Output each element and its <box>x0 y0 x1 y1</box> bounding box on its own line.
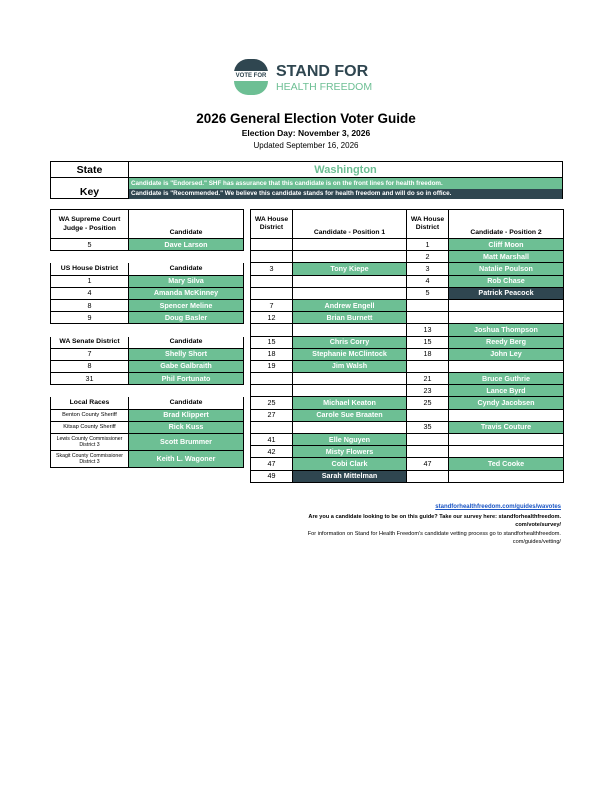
candidate-cell: Rick Kuss <box>129 421 244 433</box>
candidate-cell: Dave Larson <box>129 239 244 251</box>
district-cell: 31 <box>51 373 129 385</box>
candidate-cell <box>449 446 564 458</box>
candidate-cell: Cliff Moon <box>449 239 564 251</box>
candidate-cell <box>449 409 564 421</box>
candidate-cell: Cyndy Jacobsen <box>449 397 564 409</box>
candidate-cell <box>293 373 407 385</box>
district-cell: 21 <box>407 373 449 385</box>
candidate-cell: Scott Brummer <box>129 434 244 451</box>
district-cell: 13 <box>407 324 449 336</box>
district-cell: 41 <box>251 434 293 446</box>
key-endorsed: Candidate is "Endorsed." SHF has assurance that this candidate is on the front lines for health freedom. <box>129 178 562 189</box>
local-header: Local Races <box>51 397 129 409</box>
candidate-cell: Brian Burnett <box>293 312 407 324</box>
house-row <box>251 299 564 311</box>
district-cell <box>251 385 293 397</box>
candidate-cell <box>293 239 407 251</box>
candidate-cell: Rob Chase <box>449 275 564 287</box>
district-cell <box>407 446 449 458</box>
district-cell <box>251 324 293 336</box>
position-cell: 5 <box>51 239 129 251</box>
district-cell <box>407 360 449 372</box>
house-row <box>251 470 564 482</box>
guide-link[interactable]: standforhealthfreedom.com/guides/wavotes <box>435 504 561 510</box>
district-cell <box>407 409 449 421</box>
candidate-cell: Jim Walsh <box>293 360 407 372</box>
candidate-cell <box>293 385 407 397</box>
key-label: Key <box>51 178 129 198</box>
key-recommended: Candidate is "Recommended." We believe this candidate stands for health freedom and will do so in office. <box>129 189 562 199</box>
candidate-header: Candidate <box>129 336 244 348</box>
district-cell: 2 <box>407 251 449 263</box>
candidate-cell <box>449 434 564 446</box>
candidate-cell: Elle Nguyen <box>293 434 407 446</box>
house-row <box>251 348 564 360</box>
district-cell <box>251 239 293 251</box>
district-cell: 23 <box>407 385 449 397</box>
state-value: Washington <box>129 162 562 178</box>
state-label: State <box>51 162 129 178</box>
house-row <box>251 263 564 275</box>
survey-text: Are you a candidate looking to be on this guide? Take our survey here: standforhealthfreedom. com/vote/survey/ <box>308 514 561 528</box>
house-header: US House District <box>51 263 129 275</box>
house-district-header: WA House District <box>251 210 293 239</box>
logo <box>231 59 381 95</box>
vetting-info: For information on Stand for Health Freedom's candidate vetting process go to standforhealthfreedom. com/guides/vetting/ <box>307 531 561 545</box>
district-cell: 35 <box>407 421 449 433</box>
election-day: Election Day: November 3, 2026 <box>241 128 371 138</box>
house-row <box>251 336 564 348</box>
district-cell: 3 <box>251 263 293 275</box>
candidate-cell: Spencer Meline <box>129 299 244 311</box>
candidate-cell: Misty Flowers <box>293 446 407 458</box>
candidate-cell: Travis Couture <box>449 421 564 433</box>
candidate-cell <box>293 324 407 336</box>
race-cell: Lewis County Commissioner District 3 <box>51 434 129 451</box>
candidate-cell <box>449 312 564 324</box>
house-district-header: WA House District <box>407 210 449 239</box>
district-cell: 25 <box>251 397 293 409</box>
candidate-cell: Stephanie McClintock <box>293 348 407 360</box>
logo-line1: STAND FOR <box>276 63 369 80</box>
district-cell <box>407 470 449 482</box>
house-row <box>251 458 564 470</box>
race-cell: Kitsap County Sheriff <box>51 421 129 433</box>
district-cell: 1 <box>51 275 129 287</box>
house-row <box>251 312 564 324</box>
house-row <box>251 287 564 299</box>
candidate-cell: Cobi Clark <box>293 458 407 470</box>
house-row <box>251 239 564 251</box>
candidate-cell: Amanda McKinney <box>129 287 244 299</box>
district-cell: 12 <box>251 312 293 324</box>
candidate-cell: Michael Keaton <box>293 397 407 409</box>
senate-header: WA Senate District <box>51 336 129 348</box>
district-cell: 4 <box>407 275 449 287</box>
candidate-cell: Sarah Mittelman <box>293 470 407 482</box>
district-cell: 25 <box>407 397 449 409</box>
district-cell <box>251 373 293 385</box>
district-cell: 27 <box>251 409 293 421</box>
house-row <box>251 251 564 263</box>
district-cell <box>407 299 449 311</box>
updated-date: Updated September 16, 2026 <box>253 141 359 150</box>
candidate-cell: Matt Marshall <box>449 251 564 263</box>
district-cell: 15 <box>407 336 449 348</box>
candidate-cell: Lance Byrd <box>449 385 564 397</box>
candidate-cell: Bruce Guthrie <box>449 373 564 385</box>
district-cell: 19 <box>251 360 293 372</box>
page-title: 2026 General Election Voter Guide <box>196 111 416 126</box>
logo-line2: HEALTH FREEDOM <box>276 81 373 93</box>
district-cell: 18 <box>407 348 449 360</box>
district-cell: 47 <box>407 458 449 470</box>
house-row <box>251 373 564 385</box>
house-row <box>251 275 564 287</box>
candidate-header: Candidate <box>129 263 244 275</box>
candidate-cell: Tony Kiepe <box>293 263 407 275</box>
house-row <box>251 360 564 372</box>
candidate-cell: Natalie Poulson <box>449 263 564 275</box>
house-row <box>251 409 564 421</box>
candidate-header: Candidate <box>129 210 244 239</box>
house-row <box>251 446 564 458</box>
candidate-cell <box>449 360 564 372</box>
candidate-cell: Chris Corry <box>293 336 407 348</box>
candidate-cell: John Ley <box>449 348 564 360</box>
district-cell: 1 <box>407 239 449 251</box>
candidate-cell <box>293 287 407 299</box>
wa-house-table <box>250 209 564 483</box>
district-cell: 7 <box>251 299 293 311</box>
district-cell: 49 <box>251 470 293 482</box>
district-cell <box>251 421 293 433</box>
candidate-cell <box>293 275 407 287</box>
district-cell: 42 <box>251 446 293 458</box>
race-cell: Skagit County Commissioner District 3 <box>51 451 129 468</box>
district-cell: 5 <box>407 287 449 299</box>
candidate-cell: Joshua Thompson <box>449 324 564 336</box>
district-cell <box>251 287 293 299</box>
left-races-table <box>50 209 244 468</box>
candidate-cell: Andrew Engell <box>293 299 407 311</box>
district-cell <box>407 434 449 446</box>
candidate-cell <box>449 299 564 311</box>
candidate-cell: Phil Fortunato <box>129 373 244 385</box>
district-cell: 8 <box>51 360 129 372</box>
race-cell: Benton County Sheriff <box>51 409 129 421</box>
district-cell: 8 <box>51 299 129 311</box>
candidate-cell: Mary Silva <box>129 275 244 287</box>
candidate-cell: Shelly Short <box>129 348 244 360</box>
supreme-header: WA Supreme Court Judge - Position <box>51 210 129 239</box>
district-cell <box>251 251 293 263</box>
district-cell <box>251 275 293 287</box>
candidate-cell: Ted Cooke <box>449 458 564 470</box>
district-cell <box>407 312 449 324</box>
candidate-cell <box>449 470 564 482</box>
candidate-header: Candidate <box>129 397 244 409</box>
position1-header: Candidate - Position 1 <box>293 210 407 239</box>
candidate-cell: Patrick Peacock <box>449 287 564 299</box>
house-row <box>251 397 564 409</box>
candidate-cell: Doug Basler <box>129 312 244 324</box>
state-key-box <box>50 161 563 199</box>
candidate-cell <box>293 421 407 433</box>
house-row <box>251 385 564 397</box>
house-row <box>251 434 564 446</box>
district-cell: 7 <box>51 348 129 360</box>
candidate-cell: Keith L. Wagoner <box>129 451 244 468</box>
district-cell: 9 <box>51 312 129 324</box>
candidate-cell: Carole Sue Braaten <box>293 409 407 421</box>
district-cell: 15 <box>251 336 293 348</box>
position2-header: Candidate - Position 2 <box>449 210 564 239</box>
district-cell: 3 <box>407 263 449 275</box>
candidate-cell <box>293 251 407 263</box>
vote-badge-icon <box>231 59 271 95</box>
district-cell: 47 <box>251 458 293 470</box>
district-cell: 4 <box>51 287 129 299</box>
house-row <box>251 324 564 336</box>
badge-text: VOTE FOR <box>232 71 270 81</box>
house-row <box>251 421 564 433</box>
district-cell: 18 <box>251 348 293 360</box>
candidate-cell: Reedy Berg <box>449 336 564 348</box>
candidate-cell: Gabe Galbraith <box>129 360 244 372</box>
candidate-cell: Brad Klippert <box>129 409 244 421</box>
